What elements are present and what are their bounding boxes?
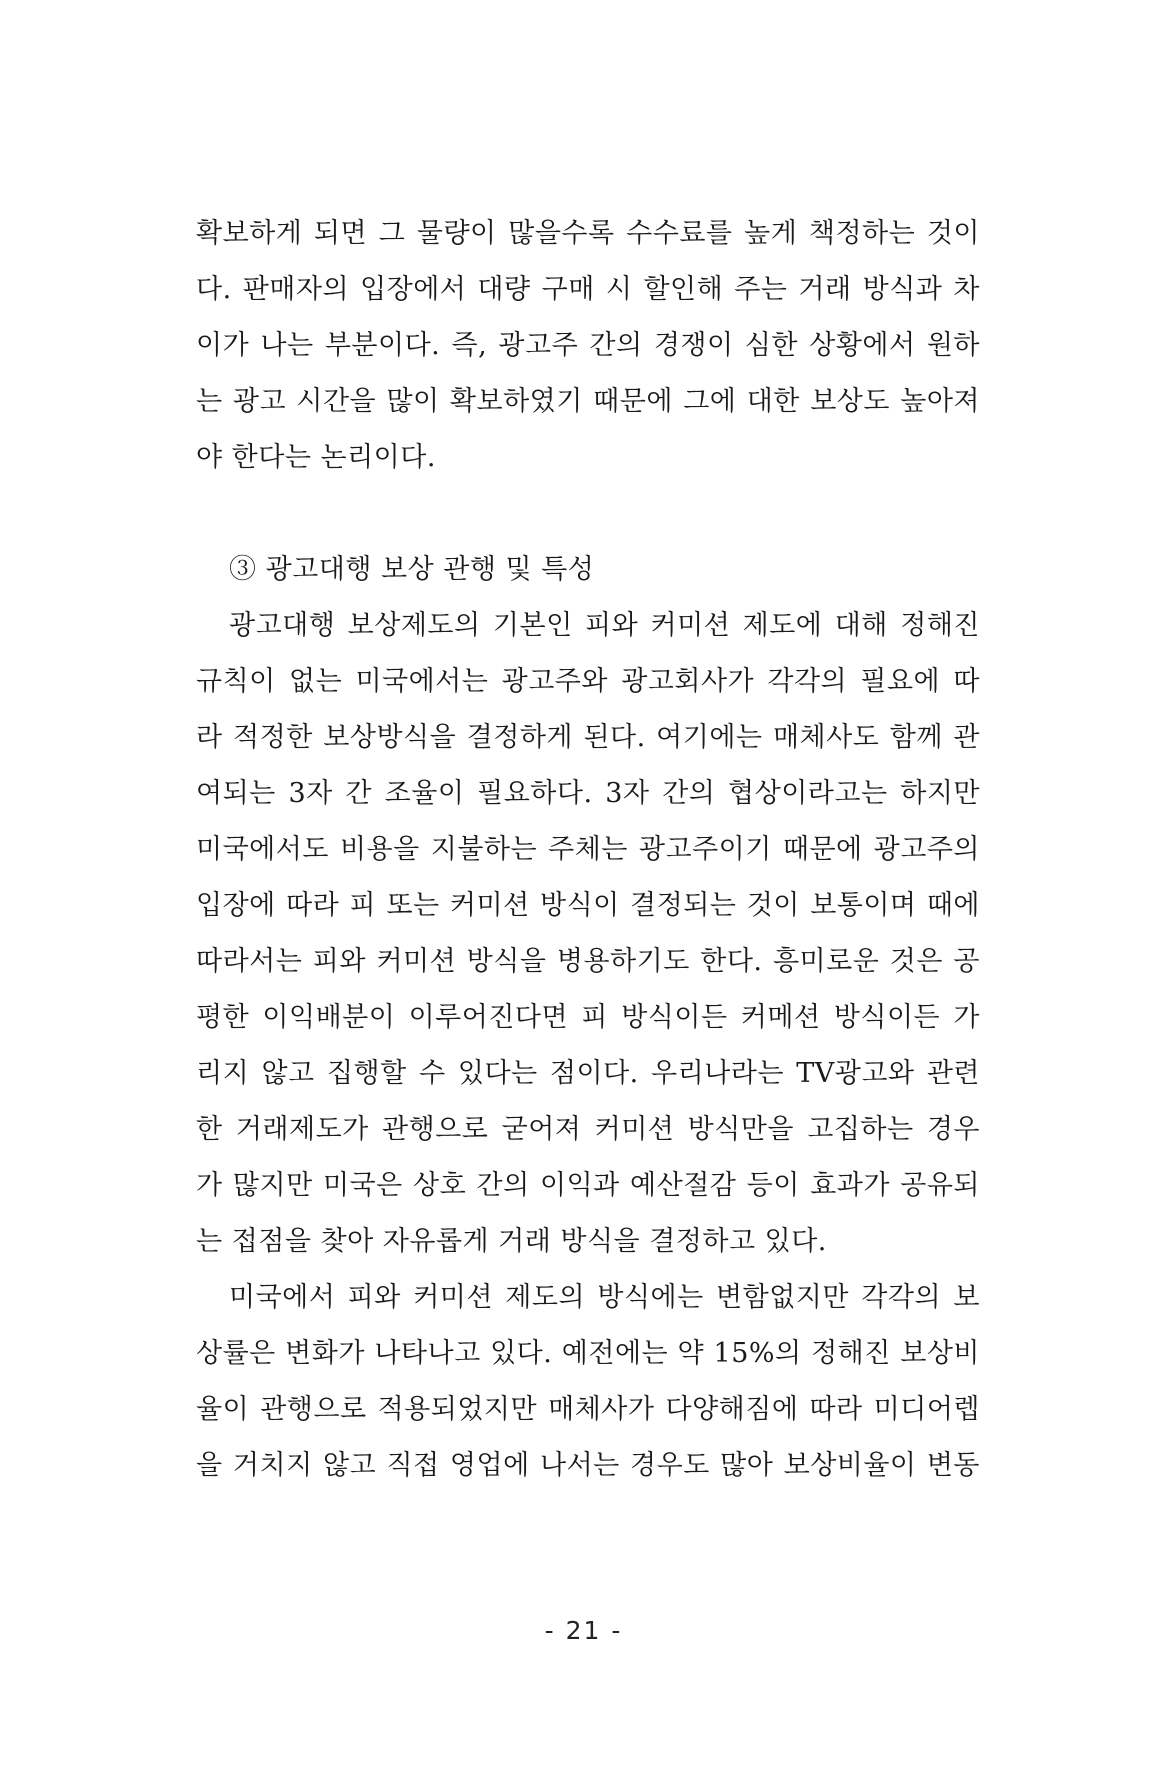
text-line: 율이 관행으로 적용되었지만 매체사가 다양해짐에 따라 미디어렙 <box>196 1394 980 1425</box>
paragraph-3 <box>196 1284 980 1480</box>
text-line: 가 많지만 미국은 상호 간의 이익과 예산절감 등이 효과가 공유되 <box>196 1170 980 1201</box>
paragraph-1 <box>196 220 980 472</box>
text-line: 미국에서 피와 커미션 제도의 방식에는 변함없지만 각각의 보 <box>229 1282 980 1313</box>
section-heading: ③ 광고대행 보상 관행 및 특성 <box>229 554 595 585</box>
text-line: 한 거래제도가 관행으로 굳어져 커미션 방식만을 고집하는 경우 <box>196 1114 980 1145</box>
text-line: 다. 판매자의 입장에서 대량 구매 시 할인해 주는 거래 방식과 차 <box>196 274 980 305</box>
text-line: 는 접점을 찾아 자유롭게 거래 방식을 결정하고 있다. <box>196 1226 827 1257</box>
text-line: 미국에서도 비용을 지불하는 주체는 광고주이기 때문에 광고주의 <box>196 834 980 865</box>
text-line: 입장에 따라 피 또는 커미션 방식이 결정되는 것이 보통이며 때에 <box>196 890 980 921</box>
text-line: 따라서는 피와 커미션 방식을 병용하기도 한다. 흥미로운 것은 공 <box>196 946 980 977</box>
text-line: 확보하게 되면 그 물량이 많을수록 수수료를 높게 책정하는 것이 <box>196 218 980 249</box>
text-line: 리지 않고 집행할 수 있다는 점이다. 우리나라는 TV광고와 관련 <box>196 1058 980 1089</box>
text-line: 이가 나는 부분이다. 즉, 광고주 간의 경쟁이 심한 상황에서 원하 <box>196 330 980 361</box>
text-line: 규칙이 없는 미국에서는 광고주와 광고회사가 각각의 필요에 따 <box>196 666 980 697</box>
page-body <box>196 220 980 1508</box>
text-line: 는 광고 시간을 많이 확보하였기 때문에 그에 대한 보상도 높아져 <box>196 386 980 417</box>
page-number: - 21 - <box>544 1616 623 1645</box>
text-line: 라 적정한 보상방식을 결정하게 된다. 여기에는 매체사도 함께 관 <box>196 722 980 753</box>
text-line: 을 거치지 않고 직접 영업에 나서는 경우도 많아 보상비율이 변동 <box>196 1450 980 1481</box>
text-line: 평한 이익배분이 이루어진다면 피 방식이든 커메션 방식이든 가 <box>196 1002 980 1033</box>
text-line: 광고대행 보상제도의 기본인 피와 커미션 제도에 대해 정해진 <box>229 610 980 641</box>
paragraph-2 <box>196 612 980 1256</box>
text-line: 상률은 변화가 나타나고 있다. 예전에는 약 15%의 정해진 보상비 <box>196 1338 980 1369</box>
section-gap <box>196 500 980 556</box>
text-line: 여되는 3자 간 조율이 필요하다. 3자 간의 협상이라고는 하지만 <box>196 778 980 809</box>
text-line: 야 한다는 논리이다. <box>196 442 436 473</box>
